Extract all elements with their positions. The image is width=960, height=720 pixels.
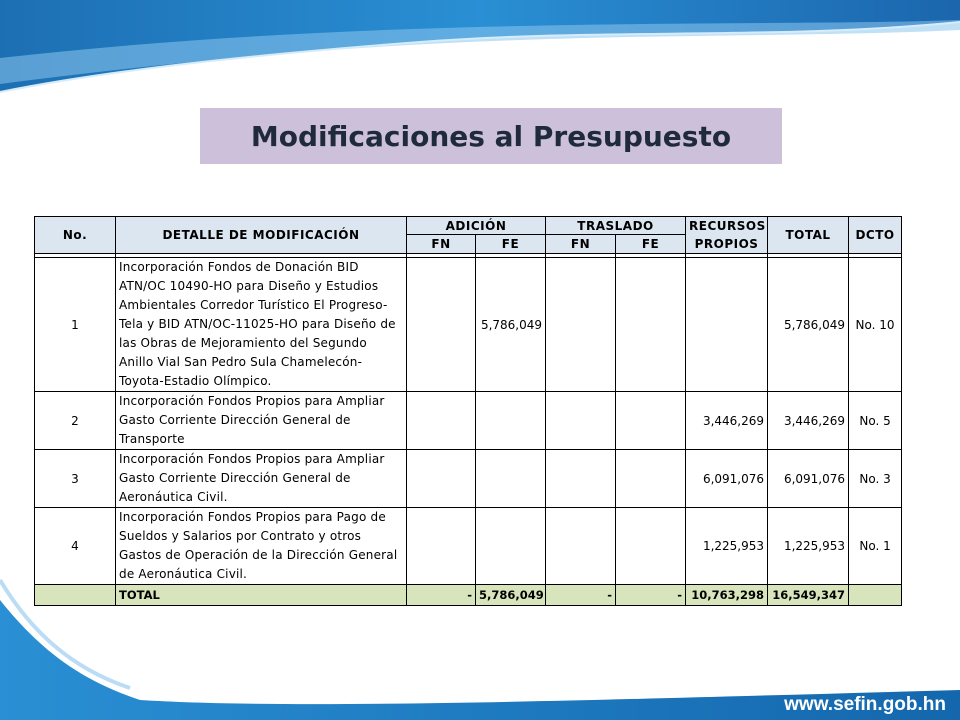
header-wave-decoration	[0, 0, 960, 110]
table-row	[35, 508, 902, 585]
header-traslado-fn: FN	[546, 235, 616, 254]
header-traslado-fe: FE	[616, 235, 686, 254]
row-dcto: No. 3	[849, 450, 902, 508]
totals-recursos: 10,763,298	[686, 585, 768, 606]
row-traslado-fn	[546, 450, 616, 508]
row-adicion-fe	[476, 508, 546, 585]
row-number: 1	[35, 258, 116, 392]
totals-traslado-fe: -	[616, 585, 686, 606]
row-total: 3,446,269	[768, 392, 849, 450]
row-adicion-fe	[476, 392, 546, 450]
totals-empty-cell	[35, 585, 116, 606]
row-traslado-fn	[546, 508, 616, 585]
row-traslado-fn	[546, 392, 616, 450]
row-total: 1,225,953	[768, 508, 849, 585]
row-dcto: No. 1	[849, 508, 902, 585]
row-number: 2	[35, 392, 116, 450]
totals-dcto	[849, 585, 902, 606]
page-title: Modificaciones al Presupuesto	[250, 119, 732, 153]
row-adicion-fe	[476, 450, 546, 508]
row-detail: Incorporación Fondos Propios para Ampliar Gasto Corriente Dirección General de Aeronáutica Civil.	[116, 450, 407, 508]
row-traslado-fe	[616, 508, 686, 585]
row-detail: Incorporación Fondos Propios para Pago de Sueldos y Salarios por Contrato y otros Gastos de Operación de la Dirección General de Aeronáutica Civil.	[116, 508, 407, 585]
row-total: 5,786,049	[768, 258, 849, 392]
totals-traslado-fn: -	[546, 585, 616, 606]
totals-row	[35, 585, 902, 606]
row-adicion-fe: 5,786,049	[476, 258, 546, 392]
row-recursos	[686, 258, 768, 392]
totals-label: TOTAL	[116, 585, 407, 606]
row-dcto: No. 5	[849, 392, 902, 450]
header-recursos-propios: RECURSOS PROPIOS	[686, 217, 768, 254]
budget-modifications-table	[34, 216, 902, 606]
row-adicion-fn	[407, 258, 476, 392]
header-no: No.	[35, 217, 116, 254]
table-row	[35, 258, 902, 392]
row-detail: Incorporación Fondos Propios para Ampliar Gasto Corriente Dirección General de Transporte	[116, 392, 407, 450]
table-row	[35, 450, 902, 508]
row-dcto: No. 10	[849, 258, 902, 392]
totals-adicion-fn: -	[407, 585, 476, 606]
row-traslado-fe	[616, 392, 686, 450]
footer-url: www.sefin.gob.hn	[784, 694, 946, 715]
title-banner	[200, 108, 782, 164]
row-detail: Incorporación Fondos de Donación BID ATN/OC 10490-HO para Diseño y Estudios Ambientales Corredor Turístico El Progreso-Tela y BID ATN/OC-11025-HO para Diseño de las Obras de Mejoramiento del Segundo Anillo Vial San Pedro Sula Chamelecón-Toyota-Estadio Olímpico.	[116, 258, 407, 392]
totals-total: 16,549,347	[768, 585, 849, 606]
header-adicion-fe: FE	[476, 235, 546, 254]
row-number: 3	[35, 450, 116, 508]
row-adicion-fn	[407, 392, 476, 450]
row-traslado-fe	[616, 450, 686, 508]
header-detalle: DETALLE DE MODIFICACIÓN	[116, 217, 407, 254]
row-total: 6,091,076	[768, 450, 849, 508]
row-adicion-fn	[407, 450, 476, 508]
row-number: 4	[35, 508, 116, 585]
table-row	[35, 392, 902, 450]
header-adicion-fn: FN	[407, 235, 476, 254]
row-recursos: 1,225,953	[686, 508, 768, 585]
header-dcto: DCTO	[849, 217, 902, 254]
row-recursos: 3,446,269	[686, 392, 768, 450]
header-total: TOTAL	[768, 217, 849, 254]
row-traslado-fn	[546, 258, 616, 392]
row-recursos: 6,091,076	[686, 450, 768, 508]
row-traslado-fe	[616, 258, 686, 392]
row-adicion-fn	[407, 508, 476, 585]
header-traslado: TRASLADO	[546, 217, 686, 235]
totals-adicion-fe: 5,786,049	[476, 585, 546, 606]
header-adicion: ADICIÓN	[407, 217, 546, 235]
